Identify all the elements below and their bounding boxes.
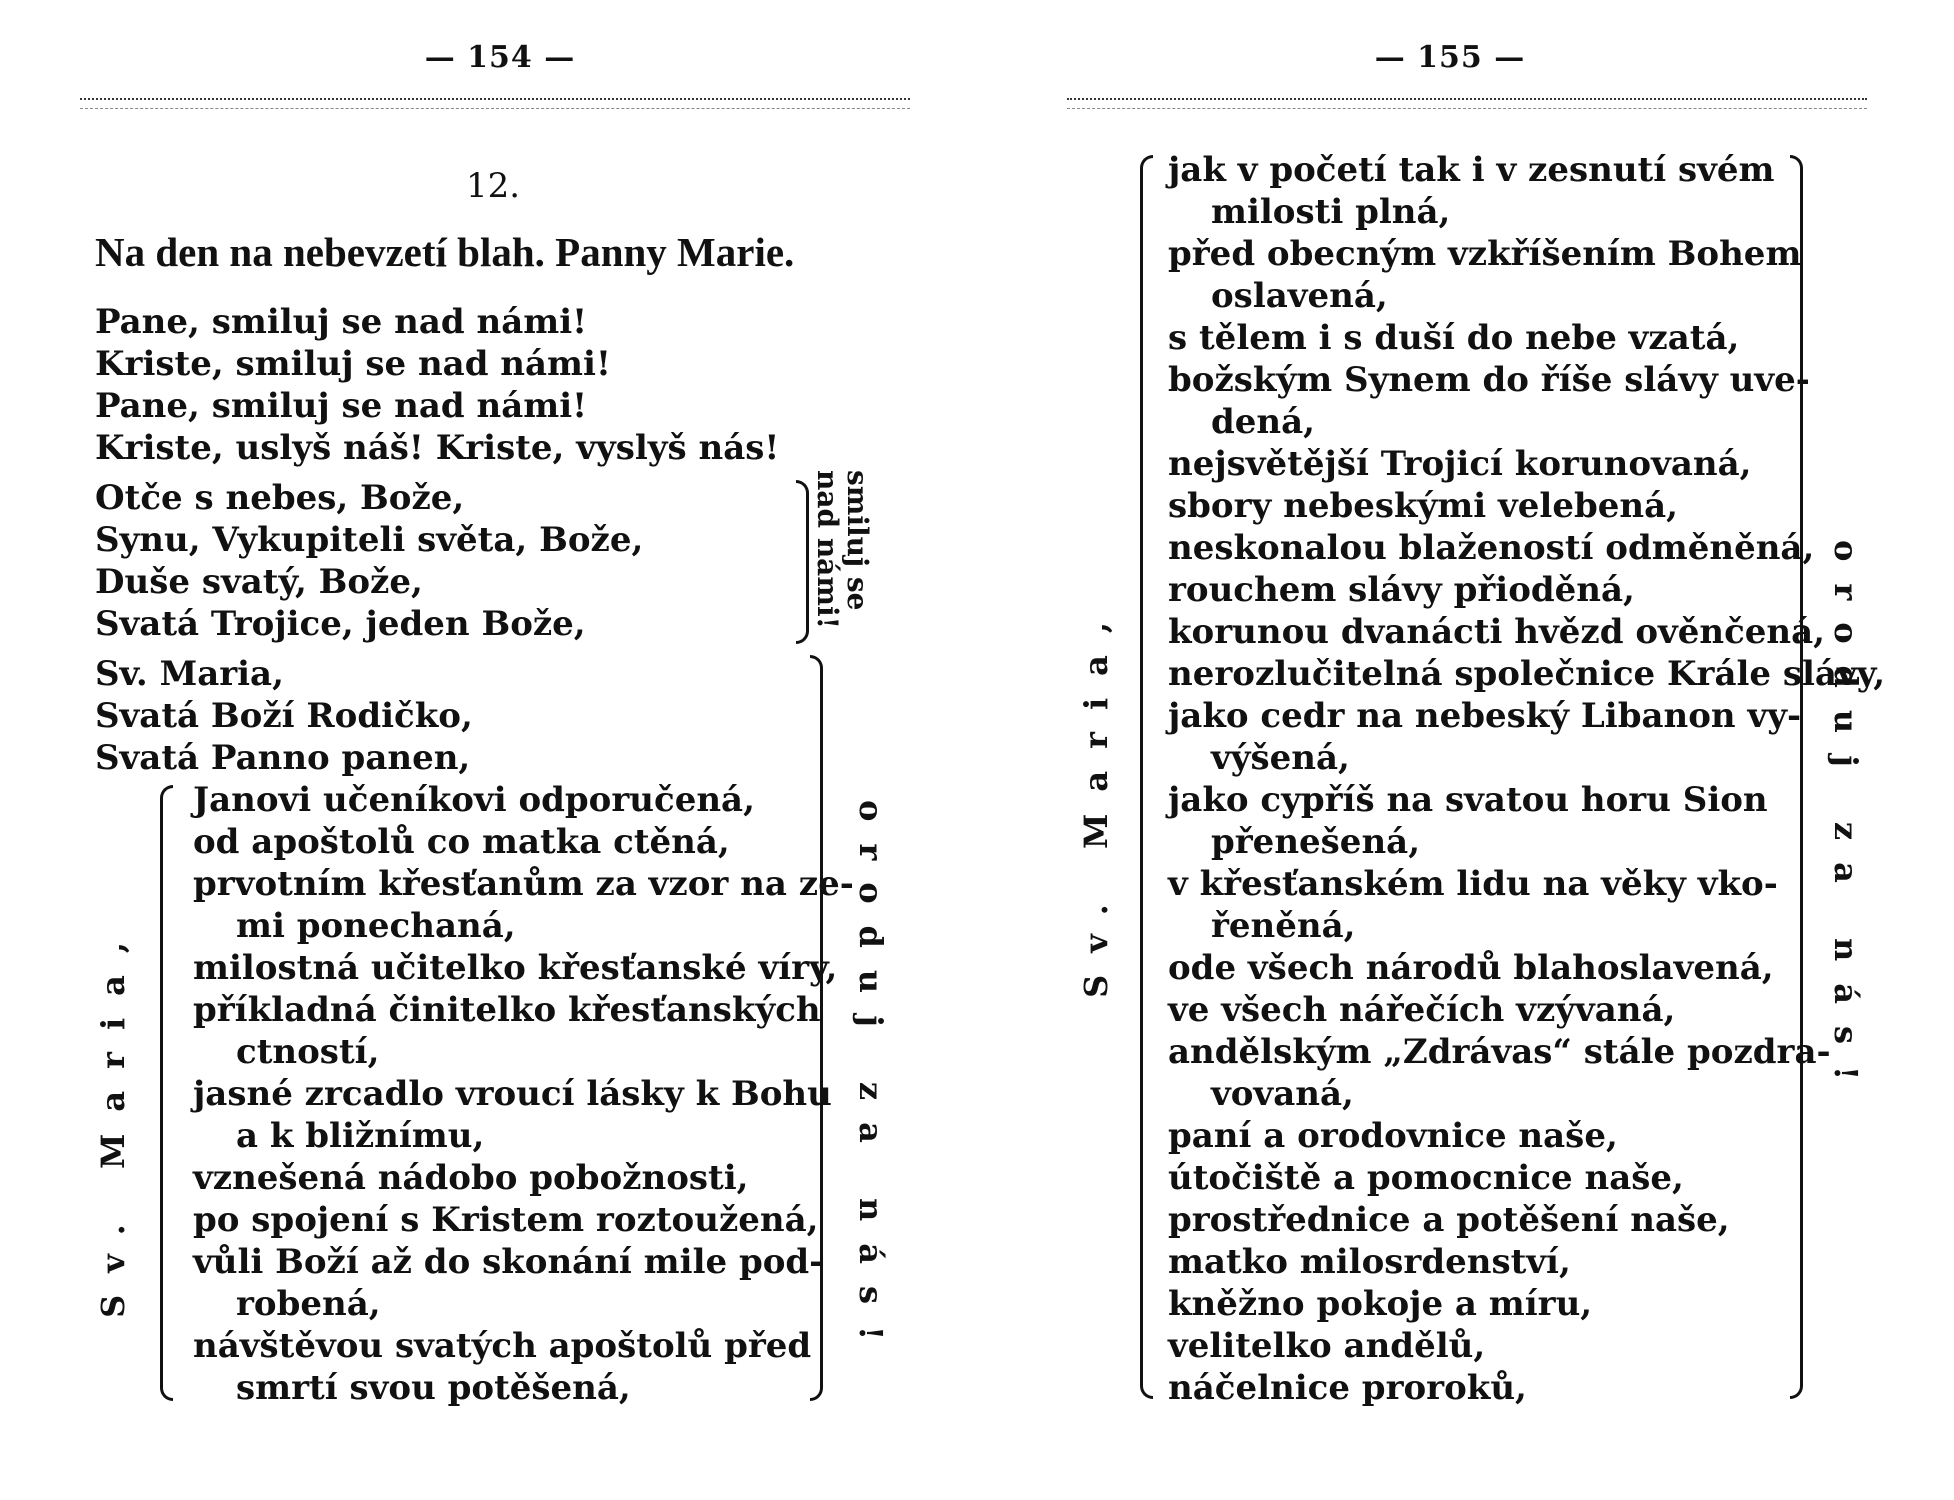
invocation-line: mi ponechaná, [236, 906, 516, 946]
invocation-line: nerozlučitelná společnice Krále slávy, [1168, 654, 1886, 694]
invocation-line: milosti plná, [1211, 192, 1451, 232]
invocation-line: robená, [236, 1284, 381, 1324]
mary-line: Svatá Panno panen, [95, 738, 471, 778]
response-label: oroduj za nás! [852, 800, 890, 1363]
invocation-line: andělským „Zdrávas“ stále pozdra- [1168, 1032, 1831, 1072]
invocation-line: neskonalou blažeností odměněná, [1168, 528, 1815, 568]
invocation-line: velitelko andělů, [1168, 1326, 1486, 1366]
invocation-line: prvotním křesťanům za vzor na ze- [193, 864, 854, 904]
invocation-line: příkladná činitelko křesťanských [193, 990, 821, 1030]
invocation-line: jak v početí tak i v zesnutí svém [1168, 150, 1775, 190]
intro-line: Pane, smiluj se nad námi! [95, 302, 588, 342]
intro-line: Kriste, smiluj se nad námi! [95, 344, 611, 384]
invocation-line: návštěvou svatých apoštolů před [193, 1326, 812, 1366]
invocation-line: paní a orodovnice naše, [1168, 1116, 1618, 1156]
invocation-line: ctností, [236, 1032, 380, 1072]
response-label: oroduj za nás! [1827, 540, 1865, 1103]
trinity-line: Otče s nebes, Bože, [95, 478, 465, 518]
invocation-line: přenešená, [1211, 822, 1421, 862]
invocation-line: s tělem i s duší do nebe vzatá, [1168, 318, 1740, 358]
trinity-line: Synu, Vykupiteli světa, Bože, [95, 520, 644, 560]
invocation-line: smrtí svou potěšená, [236, 1368, 631, 1408]
invocation-line: kněžno pokoje a míru, [1168, 1284, 1593, 1324]
trinity-line: Svatá Trojice, jeden Bože, [95, 604, 586, 644]
invocation-line: od apoštolů co matka ctěná, [193, 822, 730, 862]
page-number: — 154 — [424, 40, 576, 75]
invocation-line: jako cedr na nebeský Libanon vy- [1168, 696, 1802, 736]
invocation-line: vůli Boží až do skonání mile pod- [193, 1242, 824, 1282]
invocation-line: náčelnice proroků, [1168, 1368, 1527, 1408]
trinity-brace [796, 480, 809, 644]
invocation-line: dená, [1211, 402, 1315, 442]
invocation-line: oslavená, [1211, 276, 1388, 316]
invocation-line: prostřednice a potěšení naše, [1168, 1200, 1730, 1240]
invocation-brace-left [160, 785, 173, 1401]
invocation-line: nejsvětější Trojicí korunovaná, [1168, 444, 1752, 484]
invocation-line: vznešená nádobo pobožnosti, [193, 1158, 749, 1198]
invocation-line: Janovi učeníkovi odporučená, [193, 780, 755, 820]
invocation-line: milostná učitelko křesťanské víry, [193, 948, 838, 988]
side-label: Sv. Maria, [94, 920, 132, 1318]
invocation-line: výšená, [1211, 738, 1350, 778]
invocation-line: a k bližnímu, [236, 1116, 485, 1156]
side-label: Sv. Maria, [1077, 600, 1115, 998]
invocation-line: v křesťanském lidu na věky vko- [1168, 864, 1778, 904]
invocation-line: korunou dvanácti hvězd ověnčená, [1168, 612, 1826, 652]
page-number: — 155 — [1374, 40, 1526, 75]
invocation-line: sbory nebeskými velebená, [1168, 486, 1678, 526]
invocation-brace-right [1790, 155, 1803, 1399]
litany-title: Na den na nebevzetí blah. Panny Marie. [95, 229, 795, 275]
invocation-line: jako cypříš na svatou horu Sion [1168, 780, 1768, 820]
invocation-line: po spojení s Kristem roztoužená, [193, 1200, 819, 1240]
intro-line: Kriste, uslyš náš! Kriste, vyslyš nás! [95, 428, 780, 468]
section-number: 12. [466, 166, 521, 206]
invocation-line: vovaná, [1211, 1074, 1354, 1114]
invocation-line: božským Synem do říše slávy uve- [1168, 360, 1810, 400]
header-rule [1067, 98, 1867, 109]
invocation-line: rouchem slávy přioděná, [1168, 570, 1635, 610]
trinity-response: smiluj se nad námi! [811, 470, 874, 629]
invocation-line: řeněná, [1211, 906, 1356, 946]
invocation-line: před obecným vzkříšením Bohem [1168, 234, 1802, 274]
invocation-line: jasné zrcadlo vroucí lásky k Bohu [193, 1074, 832, 1114]
mary-line: Sv. Maria, [95, 654, 284, 694]
invocation-line: útočiště a pomocnice naše, [1168, 1158, 1684, 1198]
invocation-line: ve všech nářečích vzývaná, [1168, 990, 1676, 1030]
trinity-line: Duše svatý, Bože, [95, 562, 423, 602]
invocation-brace-left [1140, 155, 1153, 1399]
invocation-line: ode všech národů blahoslavená, [1168, 948, 1774, 988]
header-rule [80, 98, 910, 109]
intro-line: Pane, smiluj se nad námi! [95, 386, 588, 426]
mary-line: Svatá Boží Rodičko, [95, 696, 473, 736]
invocation-line: matko milosrdenství, [1168, 1242, 1571, 1282]
